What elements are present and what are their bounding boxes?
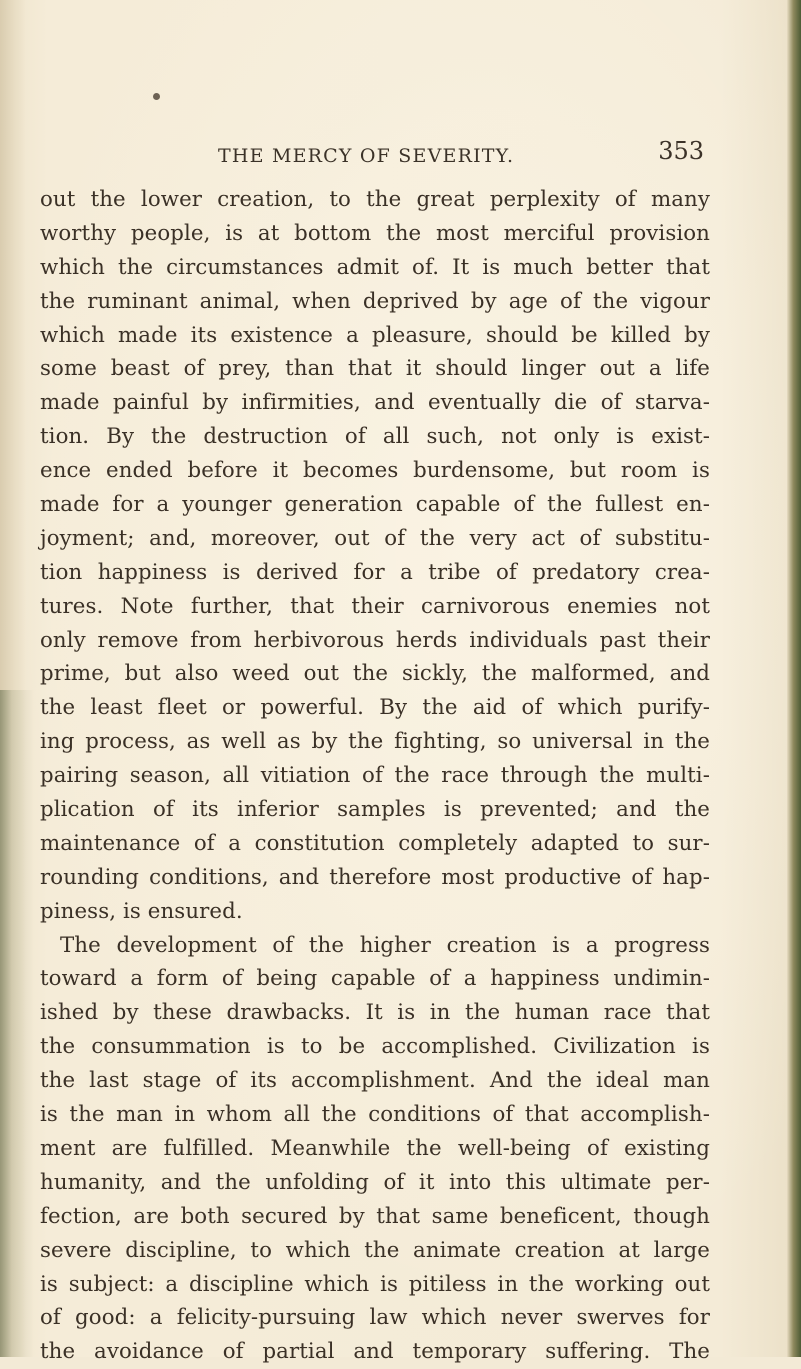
text-line: the consummation is to be accomplished. Civilization is [40,1034,710,1060]
text-line: maintenance of a constitution completely adapted to sur- [40,830,710,856]
text-line: ished by these drawbacks. It is in the human race that [40,1000,710,1026]
page-gutter-shadow [0,690,34,1357]
text-line: ence ended before it becomes burdensome, but room is [40,458,710,484]
text-line: the ruminant animal, when deprived by age of the vigour [40,288,710,314]
text-line: pairing season, all vitiation of the race through the multi- [40,763,710,789]
paper-speck [153,93,160,100]
text-line: prime, but also weed out the sickly, the malformed, and [40,661,710,687]
text-line: out the lower creation, to the great perplexity of many [40,187,710,212]
text-line: joyment; and, moreover, out of the very act of substitu- [40,525,710,551]
text-line: plication of its inferior samples is prevented; and the [40,797,710,823]
running-title: THE MERCY OF SEVERITY. [218,145,515,167]
text-line: tion. By the destruction of all such, not only is exist- [40,424,710,450]
text-line: the avoidance of partial and temporary suffering. The [40,1339,710,1365]
text-line: which made its existence a pleasure, should be killed by [40,322,710,348]
text-line: of good: a felicity-pursuing law which never swerves for [40,1305,710,1331]
page-number: 353 [658,137,704,165]
text-line: made painful by infirmities, and eventually die of starva- [40,390,710,416]
text-line: tion happiness is derived for a tribe of predatory crea- [40,559,710,585]
text-line: ment are fulfilled. Meanwhile the well-being of existing [40,1135,710,1161]
paragraph-start-line: The development of the higher creation is a progress [60,932,710,958]
text-line: piness, is ensured. [40,898,243,924]
text-line: ing process, as well as by the fighting, so universal in the [40,729,710,755]
body-text [40,183,710,1369]
text-line: worthy people, is at bottom the most merciful provision [40,220,710,246]
text-line: is the man in whom all the conditions of that accomplish- [40,1102,710,1128]
text-line: rounding conditions, and therefore most productive of hap- [40,864,710,890]
text-line: is subject: a discipline which is pitiless in the working out [40,1271,710,1297]
text-line: tures. Note further, that their carnivorous enemies not [40,593,710,619]
text-line: fection, are both secured by that same beneficent, though [40,1203,710,1229]
running-header [218,135,704,175]
text-line: humanity, and the unfolding of it into this ultimate per- [40,1169,710,1195]
text-line: severe discipline, to which the animate creation at large [40,1237,710,1263]
text-line: which the circumstances admit of. It is much better that [40,254,710,280]
text-line: the least fleet or powerful. By the aid of which purify- [40,695,710,721]
text-line: the last stage of its accomplishment. And the ideal man [40,1068,710,1094]
page-right-edge [787,0,801,1357]
text-line: only remove from herbivorous herds individuals past their [40,627,710,653]
text-line: made for a younger generation capable of the fullest en- [40,492,710,518]
text-line: toward a form of being capable of a happiness undimin- [40,966,710,992]
text-line: some beast of prey, than that it should linger out a life [40,356,710,382]
